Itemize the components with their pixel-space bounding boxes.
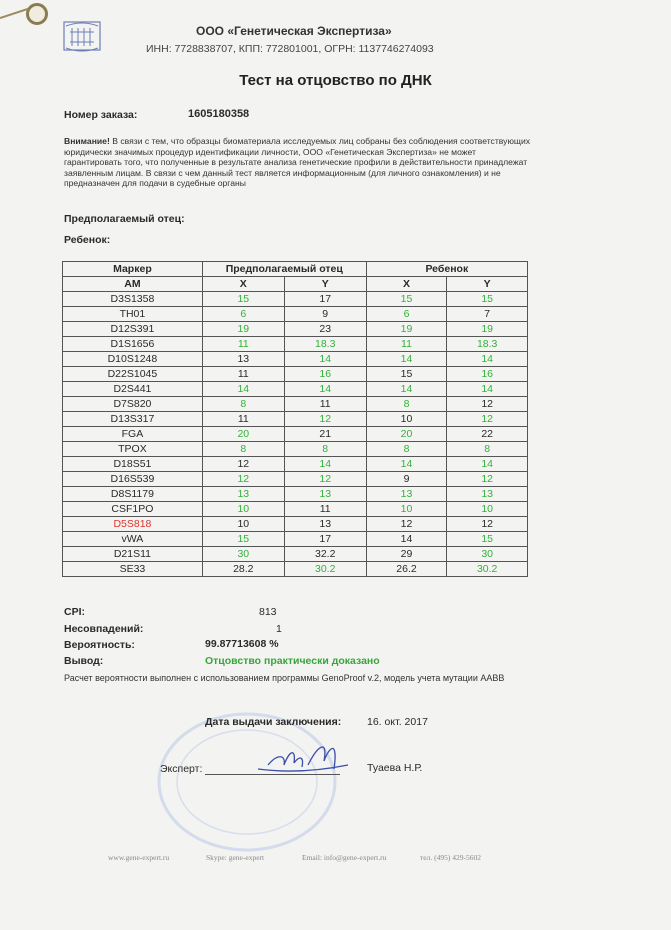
father-y-cell: 30.2 xyxy=(284,562,366,577)
issue-date-label: Дата выдачи заключения: xyxy=(205,716,342,728)
father-x-cell: 20 xyxy=(202,427,284,442)
father-y-cell: 12 xyxy=(284,412,366,427)
expert-name: Туаева Н.Р. xyxy=(367,762,423,774)
child-y-cell: 13 xyxy=(447,487,528,502)
father-y-cell: 8 xyxy=(284,442,366,457)
child-x-cell: 26.2 xyxy=(366,562,447,577)
order-label: Номер заказа: xyxy=(64,109,138,121)
probability-value: 99.87713608 % xyxy=(205,638,279,650)
child-label: Ребенок: xyxy=(64,234,111,246)
child-x-cell: 29 xyxy=(366,547,447,562)
child-y-cell: 10 xyxy=(447,502,528,517)
child-x-cell: 13 xyxy=(366,487,447,502)
footer-skype: Skype: gene-expert xyxy=(206,853,265,862)
child-x-cell: 14 xyxy=(366,457,447,472)
marker-cell: TPOX xyxy=(63,442,203,457)
table-row xyxy=(63,337,528,352)
header-father: Предполагаемый отец xyxy=(202,262,366,277)
marker-cell: FGA xyxy=(63,427,203,442)
table-row xyxy=(63,562,528,577)
father-y-cell: 9 xyxy=(284,307,366,322)
pin-string xyxy=(0,8,29,19)
father-x-cell: 13 xyxy=(202,487,284,502)
marker-cell: TH01 xyxy=(63,307,203,322)
father-x-cell: 28.2 xyxy=(202,562,284,577)
child-x-cell: 12 xyxy=(366,517,447,532)
order-number: 1605180358 xyxy=(188,108,250,120)
marker-cell: D8S1179 xyxy=(63,487,203,502)
child-x-cell: 10 xyxy=(366,412,447,427)
child-x-cell: 14 xyxy=(366,382,447,397)
child-y-cell: 14 xyxy=(447,457,528,472)
father-x-cell: 19 xyxy=(202,322,284,337)
marker-cell: vWA xyxy=(63,532,203,547)
child-y-cell: 16 xyxy=(447,367,528,382)
header-marker: Маркер xyxy=(63,262,203,277)
calculation-note: Расчет вероятности выполнен с использованием программы GenoProof v.2, модель учета мутации AABB xyxy=(64,673,505,683)
father-x-cell: 13 xyxy=(202,352,284,367)
father-x-cell: 30 xyxy=(202,547,284,562)
child-y-cell: 14 xyxy=(447,352,528,367)
father-x-cell: 12 xyxy=(202,457,284,472)
father-x-cell: 15 xyxy=(202,292,284,307)
child-x-cell: 15 xyxy=(366,367,447,382)
table-row xyxy=(63,517,528,532)
subheader-child-x: X xyxy=(366,277,447,292)
child-y-cell: 14 xyxy=(447,382,528,397)
notice-paragraph xyxy=(64,136,534,189)
father-x-cell: 10 xyxy=(202,502,284,517)
table-row xyxy=(63,307,528,322)
probability-label: Вероятность: xyxy=(64,639,135,651)
expert-label: Эксперт: xyxy=(160,763,203,775)
marker-table xyxy=(62,261,528,577)
child-x-cell: 8 xyxy=(366,442,447,457)
notice-text: В связи с тем, что образцы биоматериала исследуемых лиц собраны без соблюдения соответствующих юридически значимых процедур идентификации личности, ООО «Генетическая Экспертиза» не может гарантировать того, что полученные в результате анализа генетические профили в действительности принадлежат заявленным лицам. В связи с чем данный тест является информационным (для личного ознакомления) и не предназначен для подачи в судебные органы xyxy=(64,136,531,189)
father-y-cell: 11 xyxy=(284,397,366,412)
father-x-cell: 8 xyxy=(202,397,284,412)
father-x-cell: 14 xyxy=(202,382,284,397)
child-y-cell: 8 xyxy=(447,442,528,457)
table-row xyxy=(63,457,528,472)
table-row xyxy=(63,442,528,457)
child-x-cell: 14 xyxy=(366,532,447,547)
footer-website[interactable]: www.gene-expert.ru xyxy=(108,853,170,862)
father-x-cell: 8 xyxy=(202,442,284,457)
table-row xyxy=(63,472,528,487)
father-y-cell: 13 xyxy=(284,517,366,532)
table-row xyxy=(63,502,528,517)
father-y-cell: 21 xyxy=(284,427,366,442)
child-x-cell: 9 xyxy=(366,472,447,487)
marker-cell: D12S391 xyxy=(63,322,203,337)
mismatch-value: 1 xyxy=(276,623,282,635)
child-y-cell: 12 xyxy=(447,397,528,412)
header-child: Ребенок xyxy=(366,262,527,277)
father-y-cell: 17 xyxy=(284,532,366,547)
table-row xyxy=(63,547,528,562)
company-logo-icon xyxy=(62,18,102,52)
page-title: Тест на отцовство по ДНК xyxy=(239,72,432,89)
marker-cell: D3S1358 xyxy=(63,292,203,307)
child-y-cell: 15 xyxy=(447,532,528,547)
father-y-cell: 32.2 xyxy=(284,547,366,562)
table-row xyxy=(63,382,528,397)
pin-icon xyxy=(26,3,48,25)
child-y-cell: 7 xyxy=(447,307,528,322)
father-y-cell: 12 xyxy=(284,472,366,487)
mismatch-label: Несовпадений: xyxy=(64,623,144,635)
alleged-father-label: Предполагаемый отец: xyxy=(64,213,185,225)
subheader-child-y: Y xyxy=(447,277,528,292)
cpi-value: 813 xyxy=(259,606,277,618)
child-y-cell: 22 xyxy=(447,427,528,442)
table-row xyxy=(63,427,528,442)
father-y-cell: 14 xyxy=(284,352,366,367)
subheader-am: AM xyxy=(63,277,203,292)
marker-cell: D18S51 xyxy=(63,457,203,472)
child-y-cell: 19 xyxy=(447,322,528,337)
father-y-cell: 13 xyxy=(284,487,366,502)
marker-cell: D21S11 xyxy=(63,547,203,562)
marker-cell: D16S539 xyxy=(63,472,203,487)
father-x-cell: 11 xyxy=(202,412,284,427)
child-y-cell: 15 xyxy=(447,292,528,307)
father-y-cell: 11 xyxy=(284,502,366,517)
notice-lead: Внимание! xyxy=(64,136,110,146)
child-x-cell: 14 xyxy=(366,352,447,367)
child-y-cell: 12 xyxy=(447,412,528,427)
child-x-cell: 8 xyxy=(366,397,447,412)
table-row xyxy=(63,397,528,412)
child-y-cell: 18.3 xyxy=(447,337,528,352)
marker-cell: D10S1248 xyxy=(63,352,203,367)
marker-cell: D22S1045 xyxy=(63,367,203,382)
father-y-cell: 16 xyxy=(284,367,366,382)
child-x-cell: 10 xyxy=(366,502,447,517)
marker-cell: SE33 xyxy=(63,562,203,577)
marker-cell: D2S441 xyxy=(63,382,203,397)
signature-icon xyxy=(238,735,358,780)
marker-cell: CSF1PO xyxy=(63,502,203,517)
table-row xyxy=(63,412,528,427)
marker-cell: D1S1656 xyxy=(63,337,203,352)
child-x-cell: 11 xyxy=(366,337,447,352)
father-y-cell: 14 xyxy=(284,382,366,397)
table-row xyxy=(63,352,528,367)
table-row xyxy=(63,532,528,547)
father-x-cell: 11 xyxy=(202,367,284,382)
father-y-cell: 17 xyxy=(284,292,366,307)
marker-cell: D7S820 xyxy=(63,397,203,412)
child-x-cell: 6 xyxy=(366,307,447,322)
stamp-icon xyxy=(152,707,342,857)
child-x-cell: 19 xyxy=(366,322,447,337)
child-y-cell: 30.2 xyxy=(447,562,528,577)
table-row xyxy=(63,322,528,337)
father-y-cell: 23 xyxy=(284,322,366,337)
child-x-cell: 15 xyxy=(366,292,447,307)
child-y-cell: 12 xyxy=(447,472,528,487)
father-y-cell: 18.3 xyxy=(284,337,366,352)
conclusion-value: Отцовство практически доказано xyxy=(205,655,380,667)
subheader-father-y: Y xyxy=(284,277,366,292)
footer-phone: тел. (495) 429-5602 xyxy=(420,853,481,862)
footer-email[interactable]: Email: info@gene-expert.ru xyxy=(302,853,387,862)
father-x-cell: 15 xyxy=(202,532,284,547)
father-x-cell: 11 xyxy=(202,337,284,352)
father-x-cell: 10 xyxy=(202,517,284,532)
table-row xyxy=(63,292,528,307)
child-y-cell: 12 xyxy=(447,517,528,532)
table-row xyxy=(63,487,528,502)
child-x-cell: 20 xyxy=(366,427,447,442)
conclusion-label: Вывод: xyxy=(64,655,104,667)
company-name: ООО «Генетическая Экспертиза» xyxy=(196,24,392,38)
father-x-cell: 12 xyxy=(202,472,284,487)
marker-cell: D5S818 xyxy=(63,517,203,532)
issue-date: 16. окт. 2017 xyxy=(367,716,428,728)
child-y-cell: 30 xyxy=(447,547,528,562)
cpi-label: CPI: xyxy=(64,606,85,618)
father-x-cell: 6 xyxy=(202,307,284,322)
subheader-father-x: X xyxy=(202,277,284,292)
table-row xyxy=(63,367,528,382)
father-y-cell: 14 xyxy=(284,457,366,472)
marker-cell: D13S317 xyxy=(63,412,203,427)
company-ids: ИНН: 7728838707, КПП: 772801001, ОГРН: 1137746274093 xyxy=(146,43,434,55)
